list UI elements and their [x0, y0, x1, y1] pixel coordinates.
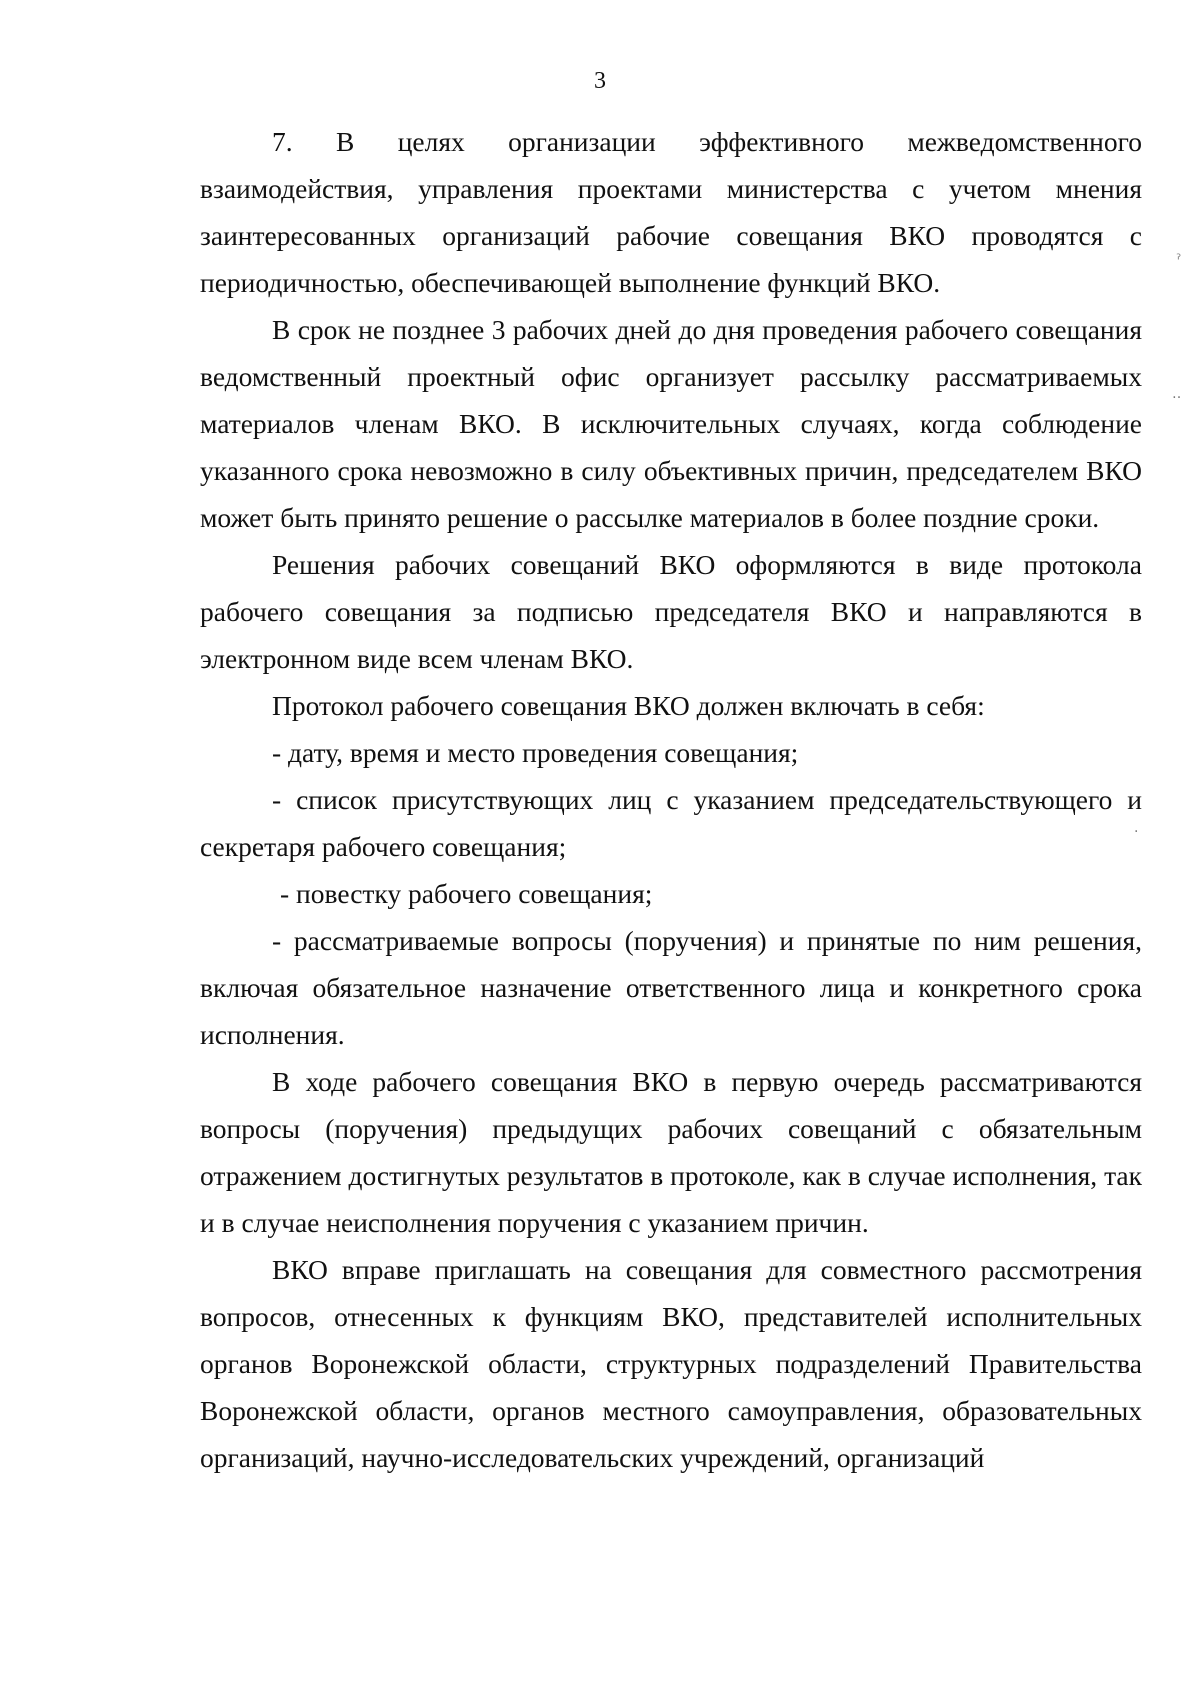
- list-item-date-time-place: - дату, время и место проведения совещания;: [272, 737, 799, 768]
- scan-mark: ‥: [1172, 386, 1182, 402]
- paragraph-materials-distribution: В срок не позднее 3 рабочих дней до дня проведения рабочего совещания ведомственный проектный офис организует рассылку рассматриваемых материалов членам ВКО. В исключительных случаях, когда соблюдение указанного срока невозможно в силу объективных причин, председателем ВКО может быть принято решение о рассылке материалов в более поздние сроки.: [200, 314, 1142, 533]
- paragraph-decisions-protocol: Решения рабочих совещаний ВКО оформляются в виде протокола рабочего совещания за подписью председателя ВКО и направляются в электронном виде всем членам ВКО.: [200, 549, 1142, 674]
- list-item-attendees: - список присутствующих лиц с указанием председательствующего и секретаря рабочего совещания;: [200, 784, 1142, 862]
- list-item-questions-decisions: - рассматриваемые вопросы (поручения) и принятые по ним решения, включая обязательное назначение ответственного лица и конкретного срока исполнения.: [200, 925, 1142, 1050]
- scan-mark: ˀ: [1176, 252, 1182, 268]
- list-item-agenda: - повестку рабочего совещания;: [280, 878, 653, 909]
- paragraph-7-meetings: 7. В целях организации эффективного межведомственного взаимодействия, управления проектами министерства с учетом мнения заинтересованных организаций рабочие совещания ВКО проводятся с периодичностью, обеспечивающей выполнение функций ВКО.: [200, 126, 1142, 298]
- page-number: 3: [594, 68, 606, 94]
- paragraph-protocol-contents: Протокол рабочего совещания ВКО должен включать в себя:: [272, 690, 985, 721]
- paragraph-invitations: ВКО вправе приглашать на совещания для совместного рассмотрения вопросов, отнесенных к функциям ВКО, представителей исполнительных органов Воронежской области, структурных подразделений Правительства Воронежской области, органов местного самоуправления, образовательных организаций, научно-исследовательских учреждений, организаций: [200, 1254, 1142, 1473]
- scan-mark: ·: [1134, 824, 1139, 840]
- document-body: [200, 118, 1142, 1481]
- paragraph-previous-questions: В ходе рабочего совещания ВКО в первую очередь рассматриваются вопросы (поручения) предыдущих рабочих совещаний с обязательным отражением достигнутых результатов в протоколе, как в случае исполнения, так и в случае неисполнения поручения с указанием причин.: [200, 1066, 1142, 1238]
